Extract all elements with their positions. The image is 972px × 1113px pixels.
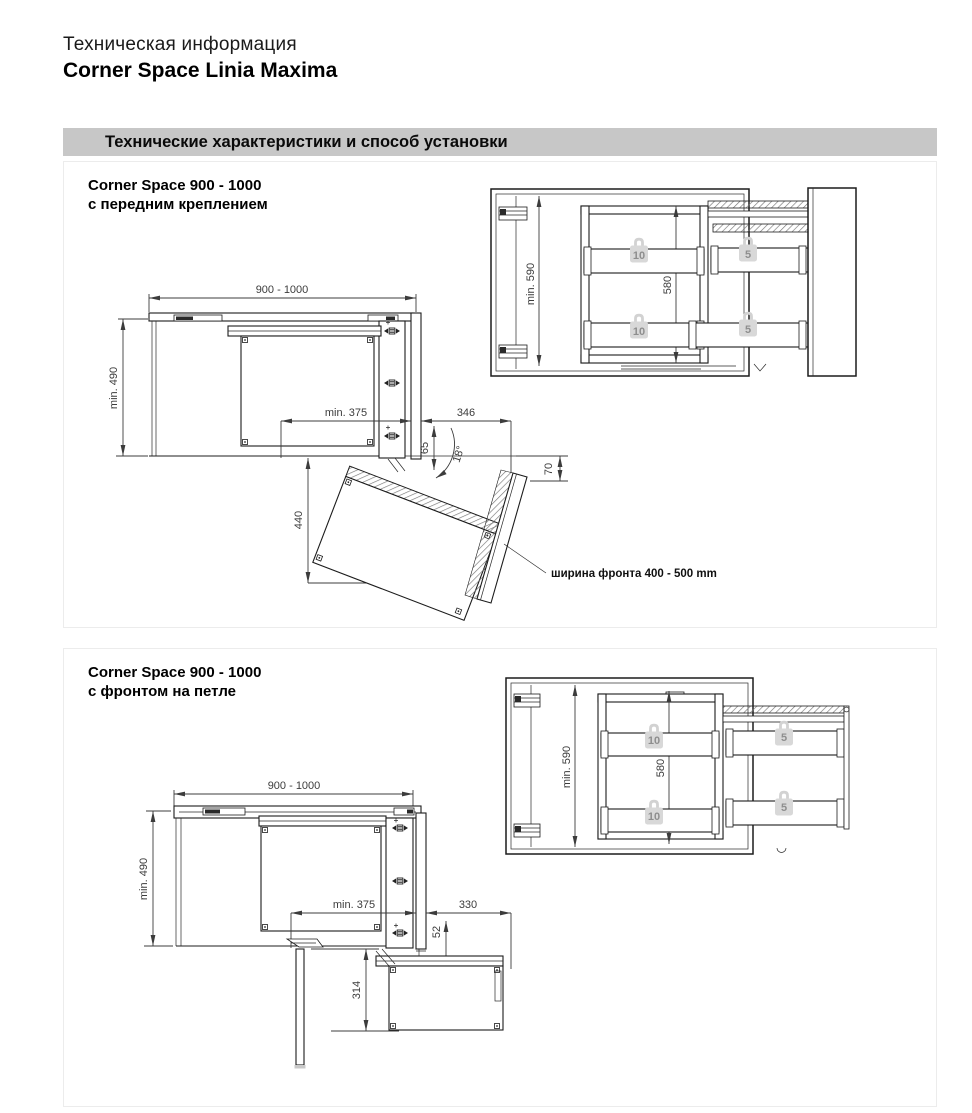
- assembly-end-plate: [844, 706, 849, 829]
- direction-mark: [754, 364, 766, 371]
- dim-cabinet-depth: [108, 319, 148, 456]
- section-title: [88, 663, 261, 701]
- dim-width-label: 900 - 1000: [267, 780, 321, 792]
- dim-depth-min-label: min. 590: [525, 262, 537, 306]
- section-title-line1: Corner Space 900 - 1000: [88, 177, 262, 194]
- front-rails: [708, 201, 809, 232]
- top-view-hinged-front-drawing: [496, 661, 936, 876]
- load-front-label: 5: [780, 732, 788, 744]
- dim-cabinet-depth: [138, 811, 173, 946]
- dim-inner-label: min. 375: [332, 899, 376, 911]
- doc-kicker: Техническая информация: [63, 34, 297, 55]
- dim-inner-depth-label: 580: [662, 275, 674, 295]
- dim-tray-depth-label: 314: [351, 980, 363, 1000]
- dim-inner-label: min. 375: [324, 407, 368, 419]
- page-title: Corner Space Linia Maxima: [63, 59, 338, 82]
- load-inner-label: 10: [632, 326, 646, 338]
- dim-cabinet-width: [149, 284, 416, 312]
- section-front-mount: [63, 161, 937, 628]
- section-hinged-front: [63, 648, 937, 1107]
- banner-title: Технические характеристики и способ установки: [105, 133, 508, 151]
- pullout-platform: [228, 326, 381, 446]
- dim-angle: [436, 428, 467, 478]
- hanging-front-panel: [295, 949, 306, 1069]
- load-front-label: 5: [744, 249, 752, 261]
- front-width-note: [504, 544, 717, 580]
- dim-inner-depth-label: 580: [655, 758, 667, 778]
- door-panel: [808, 188, 856, 376]
- dim-front-offset-label: 70: [543, 462, 555, 476]
- dim-cabinet-width: [174, 780, 413, 808]
- dim-depth-min-label: min. 590: [561, 745, 573, 789]
- dim-depth-label: min. 490: [138, 857, 150, 901]
- section-title-line1: Corner Space 900 - 1000: [88, 664, 262, 681]
- pulled-tray: [376, 949, 503, 1030]
- load-front-label: 5: [780, 802, 788, 814]
- dim-depth-label: min. 490: [108, 366, 120, 410]
- dim-swing-depth-label: 440: [293, 510, 305, 530]
- load-front-label: 5: [744, 324, 752, 336]
- dim-extension: [421, 407, 511, 473]
- load-inner-label: 10: [647, 811, 661, 823]
- section-title-line2: с передним креплением: [88, 196, 268, 213]
- load-inner-label: 10: [632, 250, 646, 262]
- top-view-front-mount-drawing: [486, 181, 936, 386]
- section-title-line2: с фронтом на петле: [88, 683, 236, 700]
- dim-gap-label: 52: [431, 925, 443, 939]
- dim-extension-label: 330: [458, 899, 478, 911]
- dim-extension-label: 346: [456, 407, 476, 419]
- front-mount-column: [379, 321, 405, 473]
- dim-gap-label: 65: [419, 441, 431, 455]
- pullout-platform: [259, 816, 386, 931]
- load-inner-label: 10: [647, 735, 661, 747]
- section-banner: [63, 128, 937, 156]
- front-width-note-label: ширина фронта 400 - 500 mm: [551, 568, 717, 580]
- dim-width-label: 900 - 1000: [255, 284, 309, 296]
- front-mount-column: [386, 818, 413, 948]
- section-title: [88, 176, 268, 214]
- direction-mark: [777, 848, 786, 852]
- dim-angle-label: 18°: [450, 444, 468, 465]
